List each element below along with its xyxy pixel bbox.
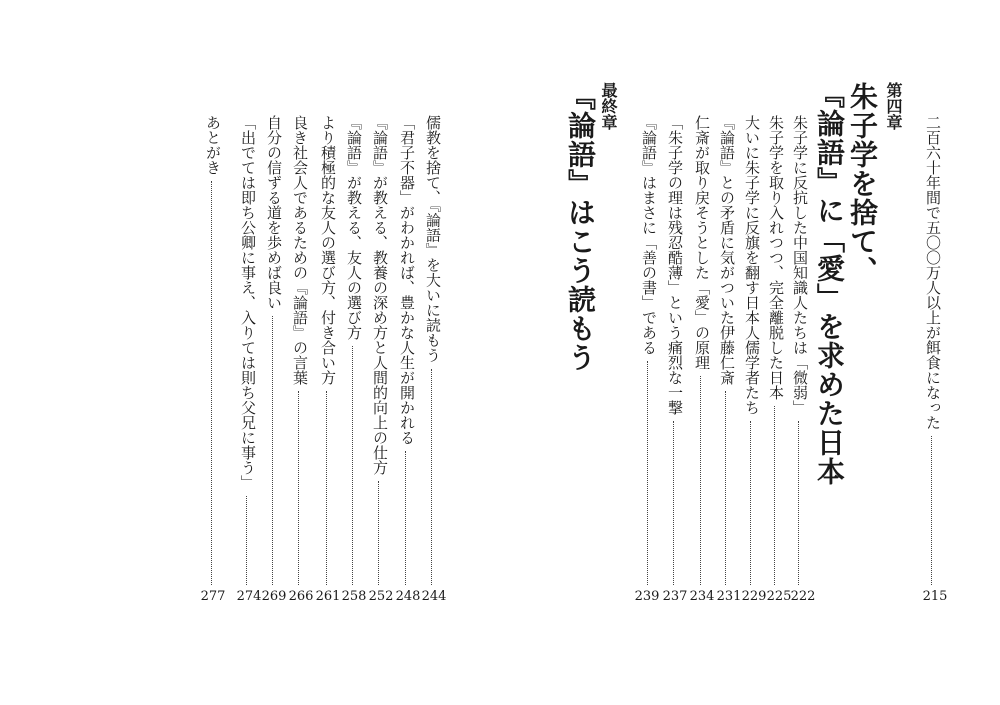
toc-entry-title: 二百六十年間で五〇〇万人以上が餌食になった xyxy=(924,115,942,430)
toc-entry-page: 248 xyxy=(395,589,421,604)
toc-entry[interactable] xyxy=(667,115,682,585)
toc-entry-page: 269 xyxy=(261,589,287,604)
toc-entry-title: 良き社会人であるための『論語』の言葉 xyxy=(291,115,309,385)
toc-entry-title: 『論語』との矛盾に気がついた伊藤仁斎 xyxy=(718,115,736,385)
dot-leader xyxy=(700,376,701,585)
dot-leader xyxy=(798,421,799,585)
toc-entry-title: 大いに朱子学に反旗を翻す日本人儒学者たち xyxy=(743,115,761,415)
toc-entry-title: 仁斎が取り戻そうとした「愛」の原理 xyxy=(693,115,711,370)
toc-entry-page: 266 xyxy=(288,589,314,604)
chapter-title-line1: 朱子学を捨て、 xyxy=(846,82,879,285)
toc-entry-page: 222 xyxy=(790,589,816,604)
dot-leader xyxy=(931,436,932,585)
toc-entry-title: 『論語』が教える、友人の選び方 xyxy=(345,115,363,340)
toc-entry[interactable] xyxy=(320,115,335,585)
toc-entry[interactable] xyxy=(205,115,220,585)
toc-entry[interactable] xyxy=(346,115,361,585)
toc-entry-title: 朱子学を取り入れつつ、完全離脱した日本 xyxy=(767,115,785,400)
toc-entry-title: 『論語』が教える、教養の深め方と人間的向上の仕方 xyxy=(371,115,389,475)
toc-entry-page: 261 xyxy=(315,589,341,604)
dot-leader xyxy=(298,391,299,585)
toc-entry[interactable] xyxy=(266,115,281,585)
toc-entry-page: 239 xyxy=(634,589,660,604)
dot-leader xyxy=(378,481,379,585)
dot-leader xyxy=(774,406,775,585)
dot-leader xyxy=(272,316,273,585)
toc-entry-page: 229 xyxy=(741,589,767,604)
dot-leader xyxy=(673,421,674,585)
dot-leader xyxy=(725,391,726,585)
dot-leader xyxy=(326,391,327,585)
toc-entry-page: 252 xyxy=(368,589,394,604)
toc-entry-title: より積極的な友人の選び方、付き合い方 xyxy=(319,115,337,385)
toc-entry-page: 225 xyxy=(766,589,792,604)
toc-entry[interactable] xyxy=(240,115,255,585)
toc-entry[interactable] xyxy=(694,115,709,585)
toc-entry-page: 215 xyxy=(922,589,948,604)
toc-entry[interactable] xyxy=(292,115,307,585)
dot-leader xyxy=(352,346,353,585)
toc-entry[interactable] xyxy=(768,115,783,585)
toc-entry-title: 朱子学に反抗した中国知識人たちは「微弱」 xyxy=(791,115,809,415)
toc-entry[interactable] xyxy=(792,115,807,585)
toc-entry[interactable] xyxy=(719,115,734,585)
chapter-title: 『論語』はこう読もう xyxy=(564,82,597,372)
toc-entry[interactable] xyxy=(372,115,387,585)
toc-entry-title: 『論語』はまさに「善の書」である xyxy=(640,115,658,355)
toc-entry-title: 儒教を捨て、『論語』を大いに読もう xyxy=(424,115,442,363)
chapter-label: 第四章 xyxy=(884,82,903,130)
toc-entry-title: 「君子不器」がわかれば、豊かな人生が開かれる xyxy=(398,115,416,445)
toc-entry[interactable] xyxy=(399,115,414,585)
chapter-label: 最終章 xyxy=(599,82,618,130)
toc-entry[interactable] xyxy=(744,115,759,585)
dot-leader xyxy=(647,361,648,585)
toc-entry-title: 自分の信ずる道を歩めば良い xyxy=(265,115,283,310)
toc-entry-page: 237 xyxy=(662,589,688,604)
toc-entry-page: 277 xyxy=(200,589,226,604)
toc-entry-page: 234 xyxy=(689,589,715,604)
toc-entry[interactable] xyxy=(641,115,656,585)
dot-leader xyxy=(246,496,247,585)
toc-entry-page: 231 xyxy=(716,589,742,604)
toc-entry[interactable] xyxy=(425,115,440,585)
toc-entry[interactable] xyxy=(925,115,940,585)
toc-entry-title: あとがき xyxy=(204,115,222,175)
dot-leader xyxy=(750,421,751,585)
toc-entry-page: 274 xyxy=(236,589,262,604)
toc-entry-page: 258 xyxy=(341,589,367,604)
dot-leader xyxy=(211,181,212,585)
toc-entry-page: 244 xyxy=(421,589,447,604)
dot-leader xyxy=(405,451,406,585)
toc-entry-title: 「朱子学の理は残忍酷薄」という痛烈な一撃 xyxy=(666,115,684,415)
chapter-title-line2: 『論語』に「愛」を求めた日本 xyxy=(813,80,846,486)
dot-leader xyxy=(431,369,432,586)
toc-entry-title: 「出でては即ち公卿に事え、入りては則ち父兄に事う」 xyxy=(239,115,257,490)
